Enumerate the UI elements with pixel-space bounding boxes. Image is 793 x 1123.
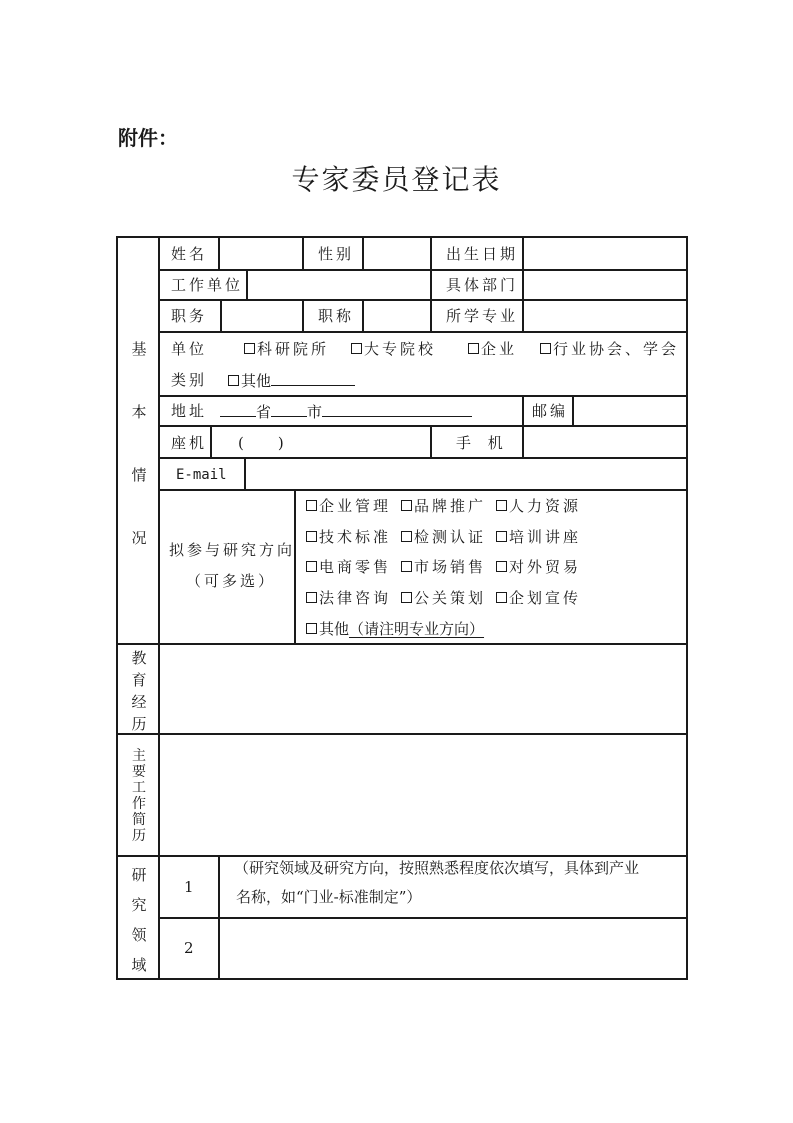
- table-line: [218, 236, 220, 269]
- checkbox-icon[interactable]: [468, 343, 479, 354]
- table-line: [158, 917, 688, 919]
- department-label: 具体部门: [446, 276, 519, 294]
- section-label-char: 域: [131, 956, 147, 974]
- city-suffix: 市: [307, 403, 323, 421]
- table-line: [158, 236, 160, 980]
- table-line: [686, 236, 688, 980]
- research-direction-hint: （可多选）: [186, 572, 277, 590]
- research-field-hint-line-2: 名称，如“门业-标准制定”）: [236, 888, 422, 906]
- table-line: [302, 299, 304, 331]
- section-label-char: 作: [132, 796, 146, 812]
- checkbox-icon[interactable]: [496, 592, 507, 603]
- table-line: [244, 457, 246, 489]
- table-line: [218, 855, 220, 978]
- research-option[interactable]: 电商零售: [306, 558, 391, 576]
- unit-option-research-institute[interactable]: 科研院所: [244, 340, 329, 358]
- attachment-label: 附件：: [118, 126, 178, 150]
- gender-label: 性别: [318, 245, 355, 263]
- research-option[interactable]: 对外贸易: [496, 558, 581, 576]
- table-line: [362, 299, 364, 331]
- checkbox-icon[interactable]: [401, 500, 412, 511]
- research-option[interactable]: 法律咨询: [306, 589, 391, 607]
- landline-area-code[interactable]: ( ): [238, 434, 284, 452]
- checkbox-icon[interactable]: [306, 561, 317, 572]
- unit-type-label-2: 类别: [171, 371, 208, 389]
- section-label-char: 领: [131, 926, 147, 944]
- checkbox-icon[interactable]: [306, 531, 317, 542]
- research-option[interactable]: 人力资源: [496, 497, 581, 515]
- checkbox-icon[interactable]: [351, 343, 362, 354]
- table-line: [210, 425, 212, 457]
- checkbox-icon[interactable]: [244, 343, 255, 354]
- table-line: [302, 236, 304, 269]
- checkbox-icon[interactable]: [306, 500, 317, 511]
- section-label-char: 工: [132, 780, 146, 796]
- unit-option-enterprise[interactable]: 企业: [468, 340, 517, 358]
- city-field[interactable]: [271, 402, 307, 417]
- unit-option-other[interactable]: 其他: [228, 371, 355, 390]
- table-line: [430, 425, 432, 457]
- research-field-hint-line-1: （研究领域及研究方向，按照熟悉程度依次填写，具体到产业: [234, 859, 640, 877]
- work-unit-label: 工作单位: [171, 276, 244, 294]
- section-label-char: 育: [131, 671, 147, 689]
- research-option[interactable]: 市场销售: [401, 558, 486, 576]
- checkbox-icon[interactable]: [401, 592, 412, 603]
- unit-option-college[interactable]: 大专院校: [351, 340, 436, 358]
- table-line: [158, 299, 688, 301]
- birth-date-label: 出生日期: [446, 245, 519, 263]
- major-label: 所学专业: [446, 307, 519, 325]
- section-label-char: 历: [132, 828, 146, 844]
- unit-option-association[interactable]: 行业协会、学会: [540, 340, 679, 358]
- research-option[interactable]: 品牌推广: [401, 497, 486, 515]
- checkbox-icon[interactable]: [540, 343, 551, 354]
- province-suffix: 省: [256, 403, 272, 421]
- table-line: [116, 236, 688, 238]
- section-label-char: 简: [132, 812, 146, 828]
- table-line: [294, 489, 296, 643]
- section-label-char: 主: [132, 748, 146, 764]
- section-label-basic: [124, 338, 154, 548]
- research-field-row-2-number: 2: [184, 939, 194, 957]
- section-label-char: 本: [131, 403, 147, 421]
- research-option[interactable]: 培训讲座: [496, 528, 581, 546]
- table-line: [116, 978, 688, 980]
- table-line: [158, 425, 688, 427]
- form-title: 专家委员登记表: [291, 163, 502, 196]
- name-label: 姓名: [171, 245, 208, 263]
- province-field[interactable]: [220, 402, 256, 417]
- table-line: [116, 733, 688, 735]
- table-line: [246, 269, 248, 299]
- section-label-education: [124, 647, 154, 735]
- checkbox-icon[interactable]: [496, 531, 507, 542]
- table-line: [220, 299, 222, 331]
- address-fields[interactable]: [220, 402, 472, 421]
- section-label-char: 要: [132, 764, 146, 780]
- table-line: [158, 269, 688, 271]
- table-line: [158, 457, 688, 459]
- table-line: [522, 236, 524, 331]
- section-label-char: 历: [131, 715, 147, 733]
- table-line: [158, 331, 688, 333]
- section-label-char: 研: [131, 866, 147, 884]
- table-line: [158, 489, 688, 491]
- checkbox-icon[interactable]: [228, 375, 239, 386]
- checkbox-icon[interactable]: [401, 561, 412, 572]
- checkbox-icon[interactable]: [401, 531, 412, 542]
- research-option[interactable]: 技术标准: [306, 528, 391, 546]
- checkbox-icon[interactable]: [496, 500, 507, 511]
- research-option[interactable]: 公关策划: [401, 589, 486, 607]
- address-label: 地址: [171, 402, 208, 420]
- table-line: [522, 425, 524, 457]
- table-line: [116, 236, 118, 980]
- research-option-other[interactable]: 其他（请注明专业方向）: [306, 620, 484, 638]
- section-label-char: 况: [131, 529, 147, 547]
- section-label-char: 究: [131, 896, 147, 914]
- research-option[interactable]: 企划宣传: [496, 589, 581, 607]
- section-label-research-field: [124, 860, 154, 980]
- other-unit-field[interactable]: [271, 371, 355, 386]
- other-direction-note: （请注明专业方向）: [349, 620, 485, 638]
- table-line: [158, 395, 688, 397]
- email-label: E-mail: [176, 467, 227, 483]
- table-line: [572, 395, 574, 425]
- checkbox-icon[interactable]: [306, 592, 317, 603]
- section-label-work-history: [124, 748, 154, 844]
- research-option[interactable]: 检测认证: [401, 528, 486, 546]
- table-line: [362, 236, 364, 269]
- street-field[interactable]: [322, 402, 472, 417]
- table-line: [430, 236, 432, 331]
- checkbox-icon[interactable]: [496, 561, 507, 572]
- registration-form-table: [116, 236, 688, 980]
- unit-type-label-1: 单位: [171, 340, 208, 358]
- table-line: [116, 643, 688, 645]
- postcode-label: 邮编: [532, 402, 569, 420]
- position-label: 职务: [171, 307, 208, 325]
- section-label-char: 经: [131, 693, 147, 711]
- table-line: [522, 395, 524, 425]
- section-label-char: 教: [131, 649, 147, 667]
- section-label-char: 基: [131, 340, 147, 358]
- job-title-label: 职称: [318, 307, 355, 325]
- mobile-label: 手 机: [456, 434, 509, 452]
- research-direction-label: 拟参与研究方向: [169, 541, 296, 559]
- section-label-char: 情: [131, 466, 147, 484]
- research-option[interactable]: 企业管理: [306, 497, 391, 515]
- research-field-row-1-number: 1: [184, 878, 194, 896]
- checkbox-icon[interactable]: [306, 623, 317, 634]
- table-line: [116, 855, 688, 857]
- landline-label: 座机: [171, 434, 208, 452]
